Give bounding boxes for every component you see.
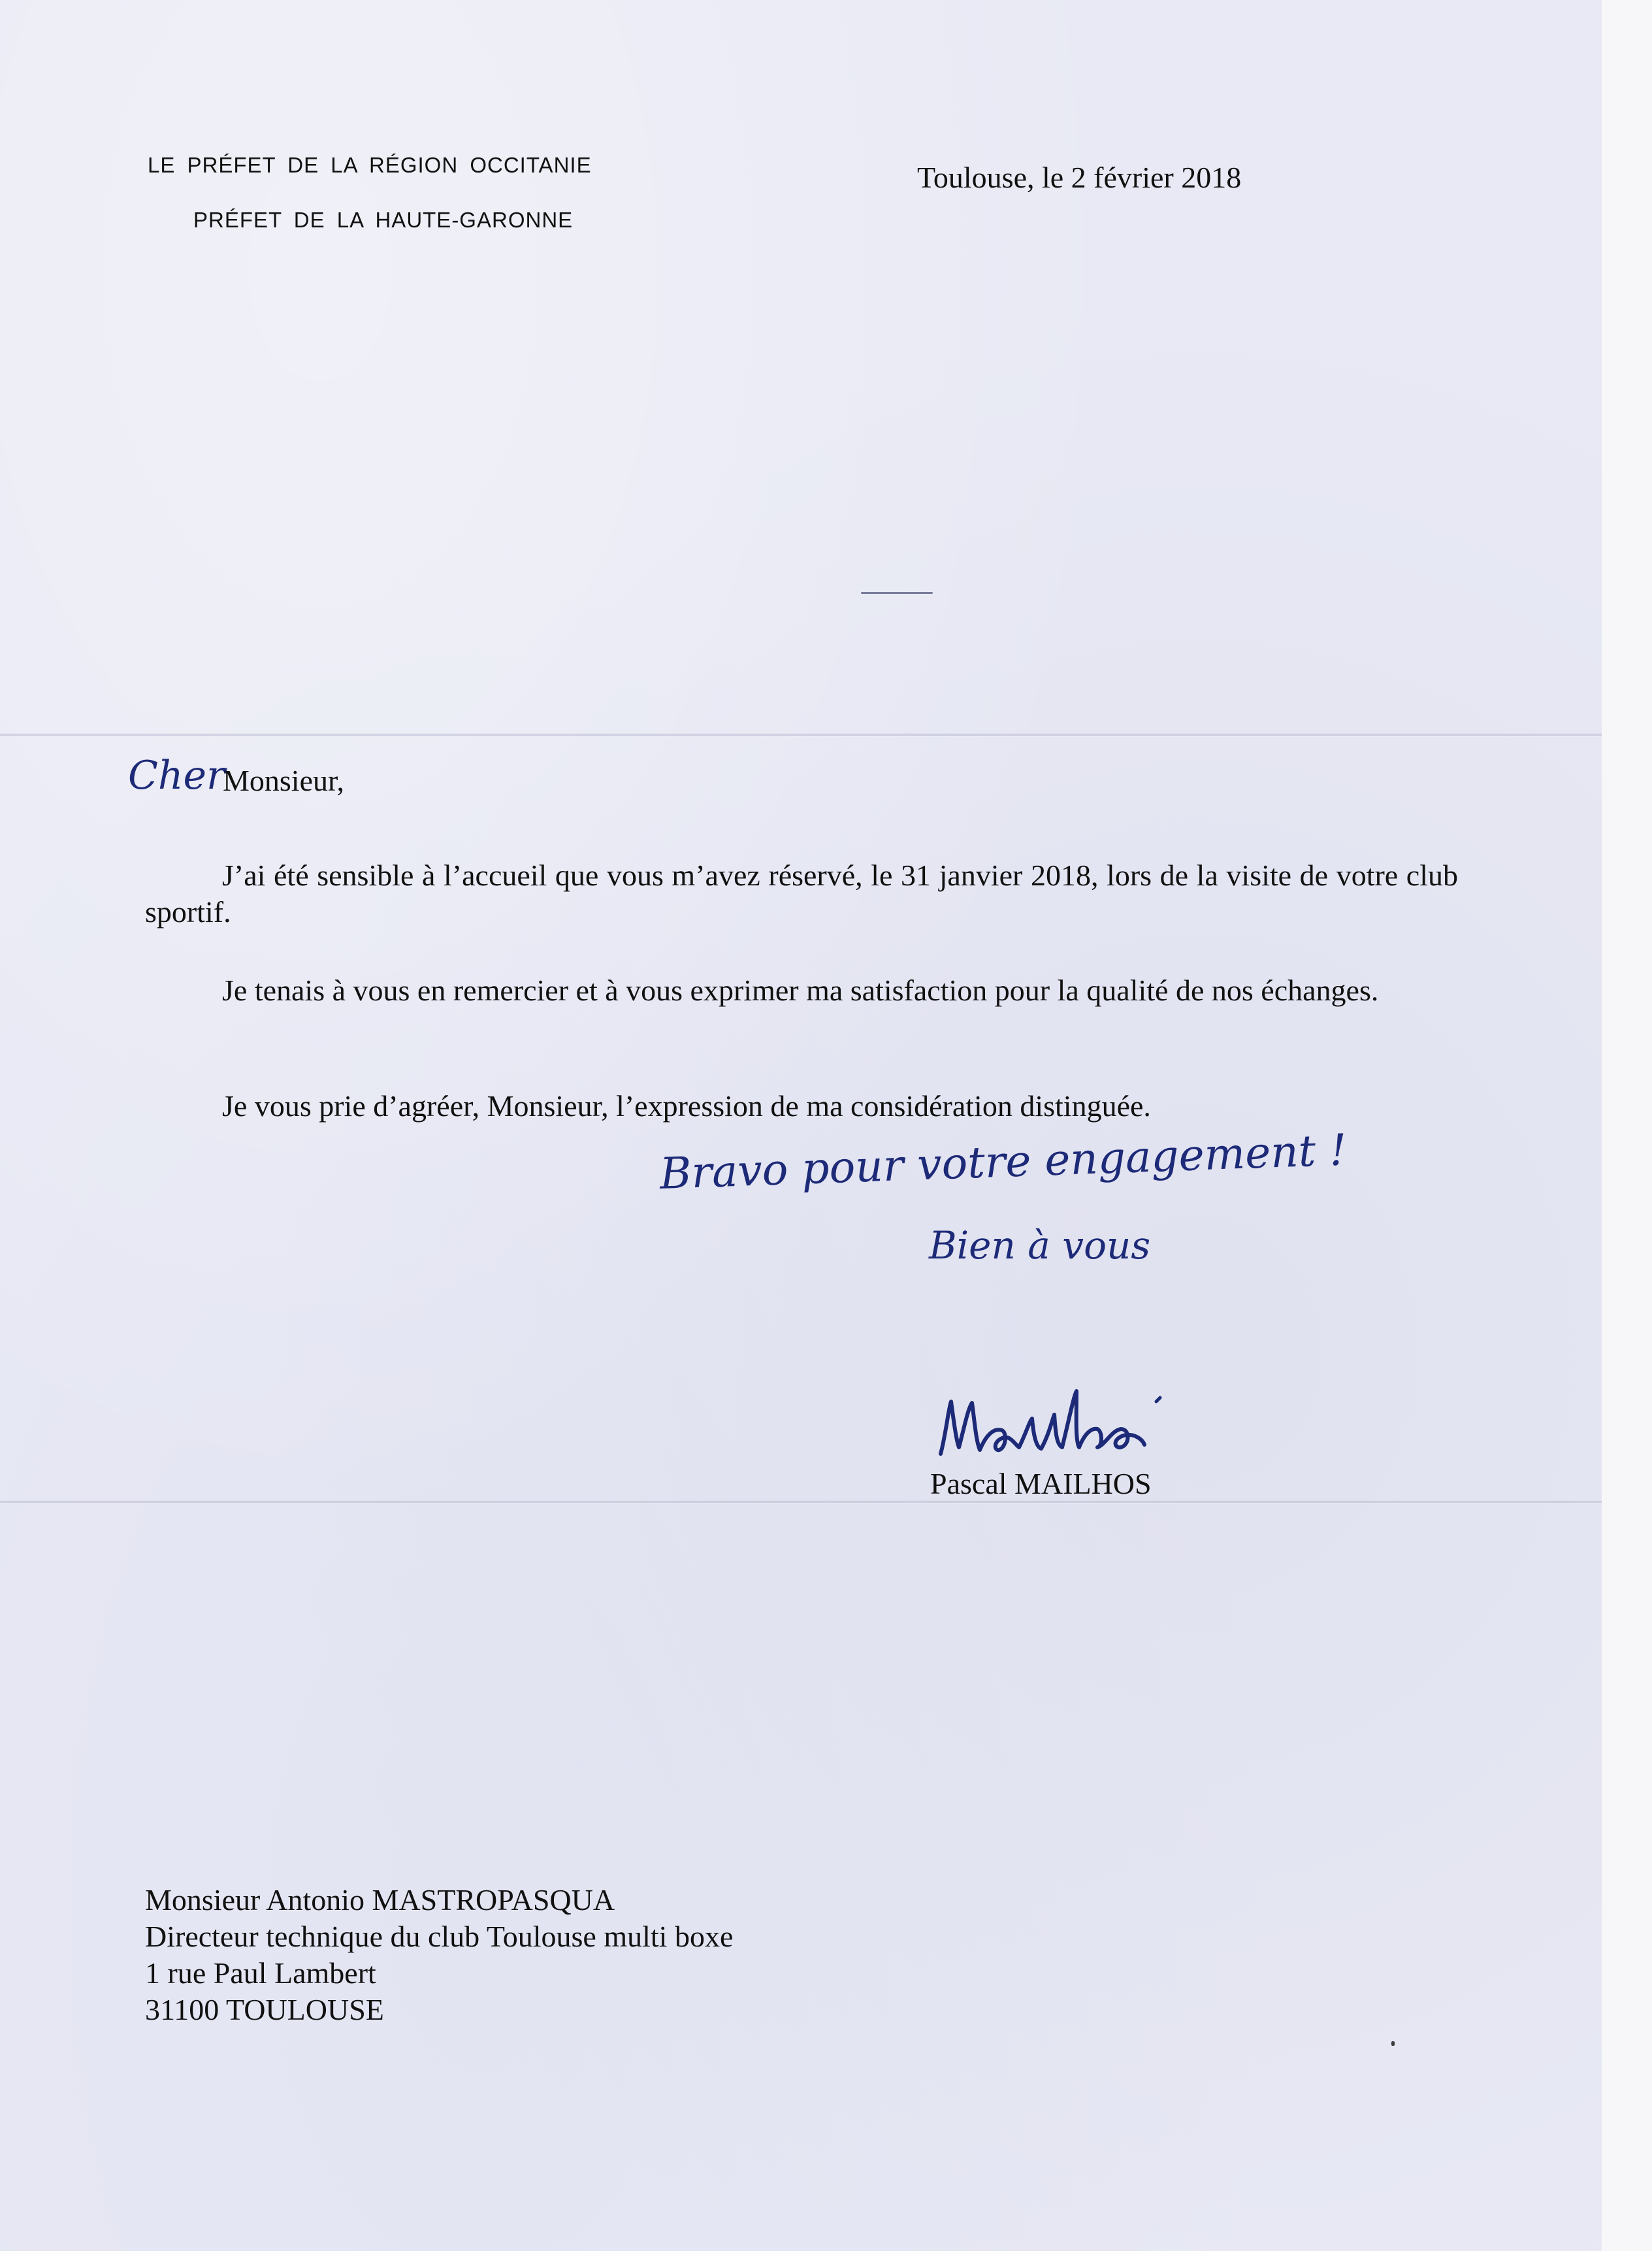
handwritten-note-line-2: Bien à vous — [929, 1223, 1151, 1268]
salutation: Monsieur, — [223, 764, 344, 797]
body-paragraph-2: Je tenais à vous en remercier et à vous exprimer ma satisfaction pour la qualité de nos échanges. — [222, 974, 1379, 1007]
recipient-address — [145, 1882, 733, 2028]
handwritten-signature — [934, 1382, 1182, 1467]
recipient-city: 31100 TOULOUSE — [145, 1993, 384, 2026]
scan-margin — [1602, 0, 1652, 2251]
letterhead-line-1: LE PRÉFET DE LA RÉGION OCCITANIE — [148, 153, 592, 177]
paper-fold-line — [0, 733, 1602, 737]
paper-speck — [1391, 2041, 1395, 2046]
paper-fold-line — [0, 1500, 1602, 1504]
body-paragraph-1: J’ai été sensible à l’accueil que vous m’avez réservé, le 31 janvier 2018, lors de la visite de votre club sportif. — [145, 859, 1458, 928]
handwritten-note-line-1: Bravo pour votre engagement ! — [658, 1125, 1348, 1199]
recipient-name: Monsieur Antonio MASTROPASQUA — [145, 1883, 615, 1916]
body-paragraph-3: Je vous prie d’agréer, Monsieur, l’expression de ma considération distinguée. — [222, 1089, 1151, 1123]
recipient-title: Directeur technique du club Toulouse multi boxe — [145, 1920, 734, 1953]
recipient-street: 1 rue Paul Lambert — [145, 1956, 376, 1990]
signer-name: Pascal MAILHOS — [930, 1467, 1152, 1500]
handwritten-greeting: Cher — [128, 753, 225, 798]
paper-mark — [861, 592, 933, 594]
letter-date: Toulouse, le 2 février 2018 — [917, 161, 1242, 194]
letterhead-line-2: PRÉFET DE LA HAUTE-GARONNE — [193, 208, 574, 232]
